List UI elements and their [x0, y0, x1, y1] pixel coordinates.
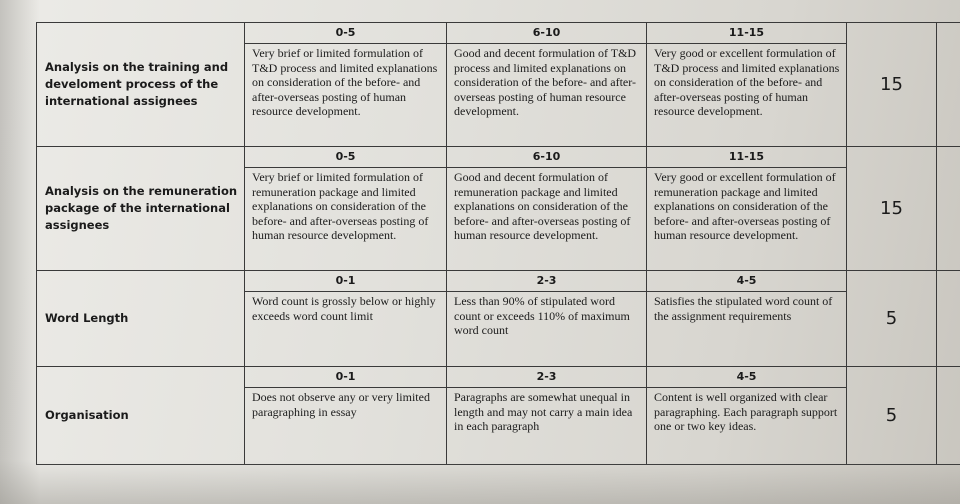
- level-range: 0-1: [245, 367, 446, 388]
- blank-cell: [937, 147, 960, 271]
- level-cell: [447, 271, 647, 367]
- level-description: Satisfies the stipulated word count of the assignment requirements: [654, 294, 833, 323]
- level-description: Good and decent formulation of T&D process and limited explanations on consideration of the before- and after-overseas posting of human resource development.: [454, 46, 637, 119]
- level-range: 4-5: [647, 367, 846, 388]
- level-range: 11-15: [647, 147, 846, 168]
- criterion-word-length: Word Length: [37, 271, 245, 367]
- level-cell: [245, 271, 447, 367]
- blank-cell: [937, 367, 960, 465]
- blank-cell: [937, 271, 960, 367]
- rubric-table: [36, 22, 960, 465]
- rubric-row-word-length: [37, 271, 960, 367]
- level-description: Paragraphs are somewhat unequal in length and may not carry a main idea in each paragraph: [454, 390, 633, 434]
- level-cell: [647, 147, 847, 271]
- level-range: 2-3: [447, 367, 646, 388]
- level-cell: [647, 23, 847, 147]
- level-range: 2-3: [447, 271, 646, 292]
- level-range: 0-5: [245, 147, 446, 168]
- marks-cell: 5: [847, 367, 937, 465]
- rubric-row-remuneration: [37, 147, 960, 271]
- rubric-row-training: [37, 23, 960, 147]
- marks-cell: 15: [847, 23, 937, 147]
- level-description: Content is well organized with clear paragraphing. Each paragraph support one or two key ideas.: [654, 390, 838, 434]
- rubric-row-organisation: [37, 367, 960, 465]
- level-range: 6-10: [447, 147, 646, 168]
- level-description: Does not observe any or very limited paragraphing in essay: [252, 390, 430, 419]
- page-shadow-left: [0, 0, 40, 504]
- level-cell: [447, 147, 647, 271]
- criterion-organisation: Organisation: [37, 367, 245, 465]
- level-description: Word count is grossly below or highly exceeds word count limit: [252, 294, 436, 323]
- level-cell: [647, 367, 847, 465]
- criterion-training: Analysis on the training and develoment process of the international assignees: [37, 23, 245, 147]
- level-description: Very brief or limited formulation of remuneration package and limited explanations on consideration of the before- and after-overseas posting of human resource development.: [252, 170, 429, 243]
- level-cell: [647, 271, 847, 367]
- level-description: Very good or excellent formulation of T&D process and limited explanations on consideration of the before- and after-overseas posting of human resource development.: [654, 46, 840, 119]
- page-shadow-bottom: [0, 460, 960, 504]
- marks-cell: 15: [847, 147, 937, 271]
- level-cell: [245, 147, 447, 271]
- level-range: 0-5: [245, 23, 446, 44]
- criterion-remuneration: Analysis on the remuneration package of the international assignees: [37, 147, 245, 271]
- level-description: Very brief or limited formulation of T&D process and limited explanations on consideration of the before- and after-overseas posting of human resource development.: [252, 46, 438, 119]
- blank-cell: [937, 23, 960, 147]
- level-cell: [245, 23, 447, 147]
- level-cell: [245, 367, 447, 465]
- level-description: Good and decent formulation of remuneration package and limited explanations on consideration of the before- and after-overseas posting of human resource development.: [454, 170, 631, 243]
- level-range: 4-5: [647, 271, 846, 292]
- marks-cell: 5: [847, 271, 937, 367]
- level-range: 6-10: [447, 23, 646, 44]
- level-description: Very good or excellent formulation of remuneration package and limited explanations on consideration of the before- and after-overseas posting of human resource development.: [654, 170, 836, 243]
- level-cell: [447, 23, 647, 147]
- level-range: 0-1: [245, 271, 446, 292]
- level-range: 11-15: [647, 23, 846, 44]
- level-cell: [447, 367, 647, 465]
- level-description: Less than 90% of stipulated word count or exceeds 110% of maximum word count: [454, 294, 630, 338]
